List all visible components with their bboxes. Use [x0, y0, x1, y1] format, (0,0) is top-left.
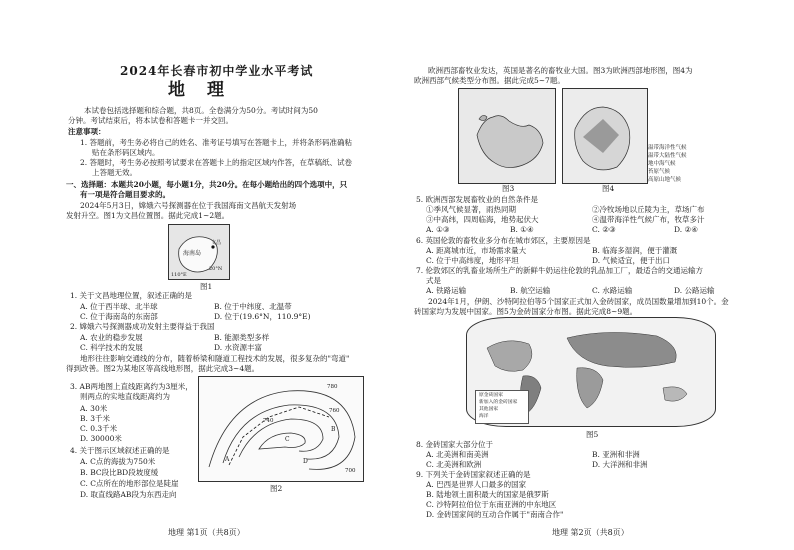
- notice-title: 注意事项：: [68, 127, 106, 136]
- q8-stem: 8. 金砖国家大部分位于: [416, 440, 494, 449]
- q5-opt-3: ③中高纬，四周临海，地势起伏大: [426, 215, 539, 224]
- contour-line-3: [239, 419, 323, 457]
- fig1-label-lon: 110°E: [171, 272, 187, 278]
- q2-option-a: A. 农业的稳步发展: [80, 333, 143, 342]
- figure-5-caption: 图5: [586, 430, 599, 439]
- exam-title: 2024年长春市初中学业水平考试: [120, 64, 314, 78]
- q6-stem: 6. 英国伦敦的畜牧业多分布在城市郊区，主要原因是: [416, 236, 591, 245]
- q2-option-b: B. 能源类型多样: [214, 333, 270, 342]
- figure-4-map: [562, 88, 648, 184]
- uk-shape: [479, 115, 487, 120]
- q9-stem: 9. 下列关于金砖国家叙述正确的是: [416, 470, 531, 479]
- q9-option-c: C. 沙特阿拉伯位于东南亚洲的中东地区: [426, 500, 557, 509]
- q-intro-line-2: 发射升空。图1为文昌位置图。据此完成1~2题。: [66, 211, 230, 220]
- europe-terrain-svg: [459, 89, 555, 183]
- right-footer: 地理 第2页（共8页）: [552, 528, 629, 537]
- q4-option-a: A. C点的海拔为750米: [80, 457, 156, 466]
- q3-option-d: D. 30000米: [80, 434, 122, 443]
- q9-option-a: A. 巴西是世界人口最多的国家: [426, 480, 527, 489]
- section-1-line-2: 有一项是符合题目要求的。: [80, 190, 170, 199]
- contour-label-740: 740: [263, 418, 274, 424]
- q3-option-a: A. 30米: [80, 404, 108, 413]
- q2-stem: 2. 嫦娥六号探测器成功发射主要得益于我国: [70, 322, 215, 331]
- q3-option-b: B. 3千米: [80, 414, 111, 423]
- q1-stem: 1. 关于文昌地理位置，叙述正确的是: [70, 291, 193, 300]
- contour-line-4: [259, 433, 305, 449]
- q3-stem: 3. AB两地图上直线距离约为3厘米，: [70, 382, 193, 391]
- q6-option-a: A. 距离城市近，市场需求量大: [426, 246, 527, 255]
- fig4-legend-4: 苔原气候: [648, 169, 671, 175]
- q5-opt-2: ②冷牧场地以丘陵为主，草场广布: [592, 205, 705, 214]
- continent-africa: [577, 368, 603, 408]
- q6-option-c: C. 位于中高纬度，地形平坦: [426, 256, 519, 265]
- q1-option-c: C. 位于海南岛的东南部: [80, 312, 158, 321]
- notice-line-3: 2. 答题时，考生务必按照考试要求在答题卡上的指定区域内作答，在草稿纸、试卷: [80, 158, 353, 167]
- section-1-line-1: 一、选择题：本题共20小题，每小题1分，共20分。在每小题给出的四个选项中，只: [66, 180, 348, 189]
- q5-stem: 5. 欧洲西部发展畜牧业的自然条件是: [416, 195, 539, 204]
- q-intro-line-1: 2024年5月3日，嫦娥六号探测器在位于我国海南文昌航天发射场: [80, 201, 297, 210]
- q5-ans-d: D. ②④: [674, 225, 698, 234]
- notice-line-4: 上答题无效。: [92, 168, 137, 177]
- figure-2-contour-map: [198, 376, 364, 482]
- right-intro-line-1: 欧洲西部畜牧业发达，英国是著名的畜牧业大国。图3为欧洲西部地形图，图4为: [428, 66, 693, 75]
- q7-stem: 7. 伦敦郊区的乳畜业场所生产的新鲜牛奶运往伦敦的乳品加工厂，最适合的交通运输方: [416, 266, 704, 275]
- q4-option-b: B. BC段比BD段坡度缓: [80, 468, 159, 477]
- q3-stem-2: 则两点的实地直线距离约为: [80, 392, 170, 401]
- right-column: [402, 0, 794, 550]
- fig1-label-hainan: 海南岛: [183, 250, 202, 257]
- continent-americas-north: [487, 341, 532, 372]
- q8-option-d: D. 大洋洲和非洲: [592, 460, 648, 469]
- fig1-label-lat: 20°N: [209, 266, 223, 272]
- contour-label-700: 700: [345, 468, 356, 474]
- right-intro-line-2: 欧洲西部气候类型分布图。据此完成5~7题。: [414, 76, 565, 85]
- fig5-legend-4: 海洋: [479, 414, 489, 419]
- point-b: B: [331, 426, 336, 433]
- point-d: D: [303, 458, 308, 465]
- fig1-label-wenchang: 文昌: [211, 240, 222, 246]
- figure-4-caption: 图4: [602, 184, 615, 193]
- contour-label-760: 760: [329, 408, 340, 414]
- q5-ans-a: A. ①③: [426, 225, 450, 234]
- figure-5-world-map: [466, 317, 716, 427]
- q7-option-a: A. 铁路运输: [426, 286, 467, 295]
- q4-stem: 4. 关于图示区域叙述正确的是: [70, 446, 170, 455]
- q5-ans-c: C. ②③: [592, 225, 616, 234]
- q2-option-d: D. 水资源丰富: [214, 343, 263, 352]
- q8-intro-line-1: 2024年1月，伊朗、沙特阿拉伯等5个国家正式加入金砖国家，成员国数量增加到10个。金: [428, 297, 729, 306]
- q3-intro-line-1: 地形往往影响交通线的分布，随着桥梁和隧道工程技术的发展，很多复杂的"弯道": [80, 354, 350, 363]
- q3-option-c: C. 0.3千米: [80, 424, 118, 433]
- contour-svg: [199, 377, 363, 481]
- q6-option-b: B. 临海多湿润，便于灌溉: [592, 246, 678, 255]
- q8-option-c: C. 北美洲和欧洲: [426, 460, 482, 469]
- q2-option-c: C. 科学技术的发展: [80, 343, 143, 352]
- fig5-legend-1: 原金砖国家: [479, 393, 503, 398]
- q9-option-b: B. 陆地领土面积最大的国家是俄罗斯: [426, 490, 549, 499]
- notice-line-2: 贴在条形码区域内。: [92, 148, 160, 157]
- q8-intro-line-2: 砖国家均为发展中国家。图5为金砖国家分布图。据此完成8~9题。: [414, 307, 638, 316]
- q5-ans-b: B. ①④: [510, 225, 534, 234]
- fig4-legend-5: 高原山地气候: [648, 177, 682, 183]
- q4-option-d: D. 取直线路AB段为东西走向: [80, 490, 177, 499]
- q6-option-d: D. 气候适宜，便于出口: [592, 256, 671, 265]
- q1-option-d: D. 位于(19.6°N，110.9°E): [214, 312, 311, 321]
- figure-1-caption: 图1: [200, 282, 213, 291]
- q9-option-d: D. 金砖国家间的互动合作属于"南南合作": [426, 510, 564, 519]
- point-c: C: [285, 436, 290, 443]
- q7-option-c: C. 水路运输: [592, 286, 633, 295]
- notice-line-1: 1. 答题前，考生务必将自己的姓名、准考证号填写在答题卡上，并将条形码准确粘: [80, 138, 353, 147]
- q1-option-b: B. 位于中纬度、北温带: [214, 302, 292, 311]
- figure-3-map: [458, 88, 556, 184]
- figure-2-caption: 图2: [270, 484, 283, 493]
- q1-option-a: A. 位于西半球、北半球: [80, 302, 158, 311]
- q5-opt-1: ①季风气候显著，雨热同期: [426, 205, 516, 214]
- figure-3-caption: 图3: [502, 184, 515, 193]
- fig5-legend-3: 其他国家: [479, 407, 499, 412]
- continent-eurasia: [567, 332, 676, 367]
- q3-intro-line-2: 得到改善。图2为某地区等高线地形图，据此完成3~4题。: [66, 364, 260, 373]
- q5-opt-4: ④温带海洋性气候广布，牧草多汁: [592, 215, 705, 224]
- contour-label-780: 780: [327, 384, 338, 390]
- point-a: A: [225, 456, 230, 463]
- q8-option-b: B. 亚洲和非洲: [592, 450, 640, 459]
- europe-climate-svg: [563, 89, 647, 183]
- continent-oceania: [663, 387, 687, 401]
- left-footer: 地理 第1页（共8页）: [168, 528, 245, 537]
- fig4-legend-1: 温带海洋性气候: [648, 145, 687, 151]
- q7-option-b: B. 航空运输: [510, 286, 551, 295]
- fig4-legend-3: 地中海气候: [648, 161, 676, 167]
- fig5-legend-2: 新加入的金砖国家: [479, 400, 518, 405]
- intro-line-2: 分钟。考试结束后，将本试卷和答题卡一并交回。: [68, 116, 233, 125]
- subject-title: 地理: [168, 80, 246, 100]
- q7-option-d: D. 公路运输: [674, 286, 715, 295]
- intro-line-1: 本试卷包括选择题和综合题，共8页。全卷满分为50分。考试时间为50: [84, 106, 318, 115]
- fig4-legend-2: 温带大陆性气候: [648, 153, 687, 159]
- europe-landmass: [477, 116, 543, 168]
- q7-stem-2: 式是: [426, 276, 441, 285]
- q8-option-a: A. 北美洲和南美洲: [426, 450, 489, 459]
- fig5-legend-box: [475, 390, 529, 424]
- q4-option-c: C. C点所在的地形部位是陡崖: [80, 479, 179, 488]
- road-line: [229, 407, 329, 465]
- figure-1-map: [168, 224, 230, 280]
